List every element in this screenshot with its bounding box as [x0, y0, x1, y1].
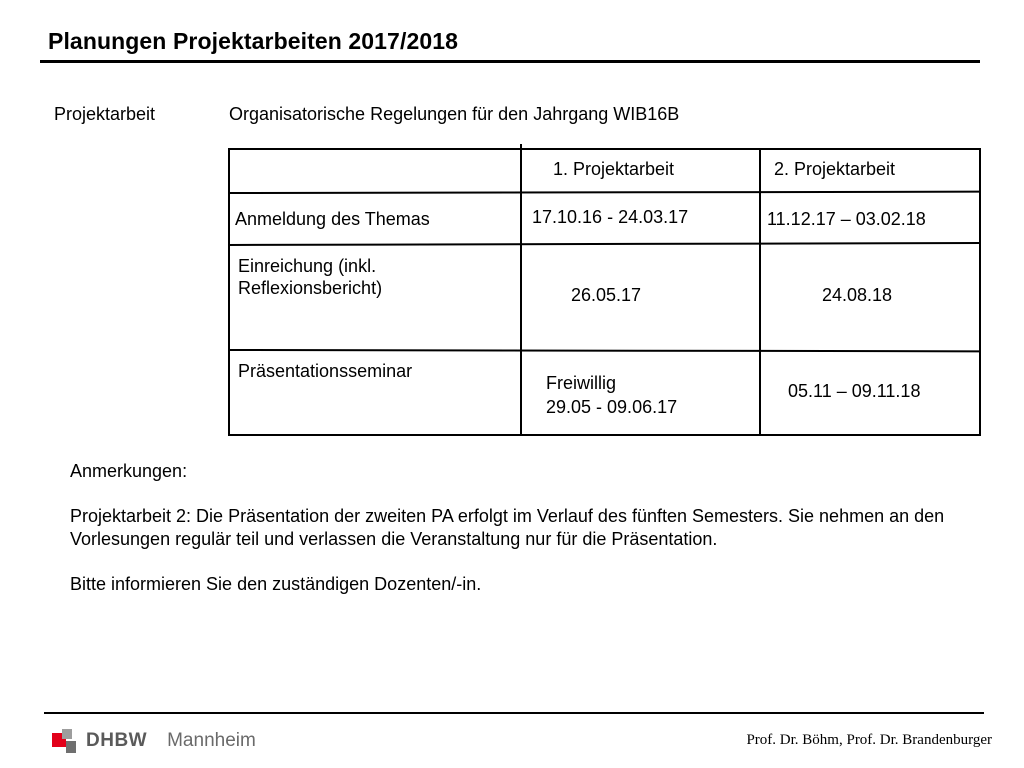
logo-text: DHBW: [86, 730, 148, 751]
notes-heading: Anmerkungen:: [70, 461, 188, 481]
schedule-table: [228, 148, 981, 436]
table-border-top: [228, 148, 981, 150]
logo-city: Mannheim: [167, 730, 256, 751]
footer-authors: Prof. Dr. Böhm, Prof. Dr. Brandenburger: [746, 732, 992, 748]
row-label-submission: [238, 255, 382, 299]
section-label: Projektarbeit: [54, 104, 156, 124]
row-label-registration: Anmeldung des Themas: [235, 209, 430, 229]
notes-paragraph-2: Bitte informieren Sie den zuständigen Dozenten/-in.: [70, 574, 482, 594]
header-pa2: 2. Projektarbeit: [774, 159, 896, 179]
row-label-submission-line2: Reflexionsbericht): [238, 278, 383, 298]
header-pa1: 1. Projektarbeit: [553, 159, 675, 179]
row-registration-pa2: 11.12.17 – 03.02.18: [767, 209, 926, 229]
section-subtitle: Organisatorische Regelungen für den Jahrgang WIB16B: [229, 104, 680, 124]
dhbw-logo-mark-icon: [52, 727, 80, 755]
row-presentation-pa2: 05.11 – 09.11.18: [788, 381, 921, 401]
row-presentation-pa1: [546, 372, 677, 418]
table-divider-row3: [228, 349, 981, 352]
table-border-bottom: [228, 434, 981, 436]
title-divider: [40, 60, 980, 63]
footer-divider: [44, 712, 984, 714]
row-label-presentation: Präsentationsseminar: [238, 361, 413, 381]
row-presentation-pa1-line1: Freiwillig: [546, 373, 617, 393]
notes-paragraph-1: Projektarbeit 2: Die Präsentation der zweiten PA erfolgt im Verlauf des fünften Semesters. Sie nehmen an den Vorlesungen regulär teil und verlassen die Veranstaltung nur für die Präsentation.: [70, 506, 945, 549]
page-title: Planungen Projektarbeiten 2017/2018: [48, 28, 459, 54]
notes-section: [70, 460, 990, 618]
row-registration-pa1: 17.10.16 - 24.03.17: [532, 207, 689, 227]
table-divider-col1: [520, 144, 522, 436]
table-divider-row2: [228, 242, 981, 246]
row-presentation-pa1-line2: 29.05 - 09.06.17: [546, 397, 678, 417]
row-submission-pa1: 26.05.17: [571, 285, 642, 305]
row-label-submission-line1: Einreichung (inkl.: [238, 256, 377, 276]
table-divider-row1: [228, 191, 981, 194]
row-submission-pa2: 24.08.18: [822, 285, 893, 305]
dhbw-logo: [52, 727, 256, 755]
